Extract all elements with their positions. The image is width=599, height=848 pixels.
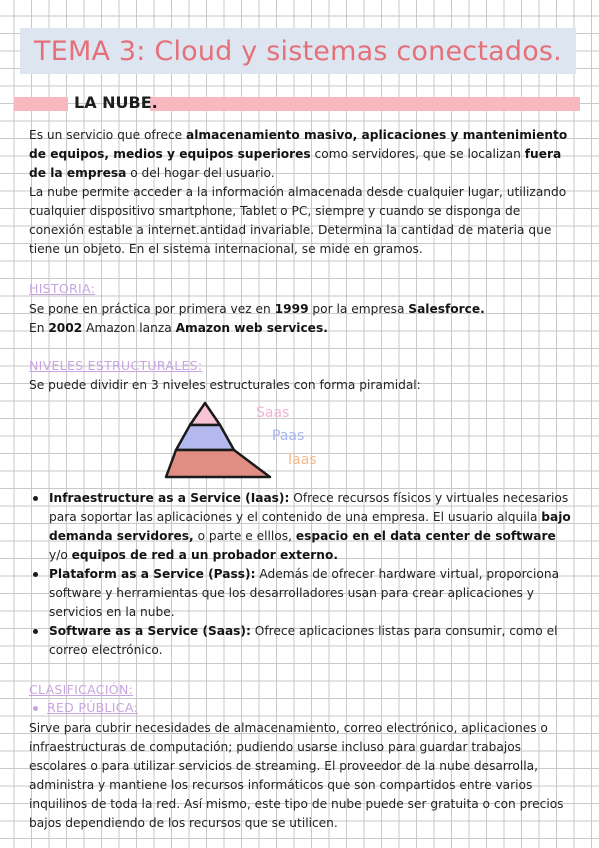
intro-text [29, 126, 577, 259]
bold-run: Plataform as a Service (Pass): [49, 567, 256, 581]
text-run: Ofrece recursos físicos y virtuales necesarios para soportar las aplicaciones y el contenido de una empresa. El usuario alquila [49, 491, 569, 524]
text-run: o parte e elllos, [193, 529, 296, 543]
pyramid-middle-tier [176, 425, 234, 450]
bold-run: espacio en el data center de software [295, 529, 556, 543]
text-run: Es un servicio que ofrece [29, 128, 187, 142]
text-run: y/o [49, 548, 72, 562]
text-run: o del hogar del usuario. [126, 166, 275, 180]
pyramid-svg [160, 395, 340, 485]
pyramid-label-paas: Paas [272, 428, 305, 444]
historia-text [29, 300, 577, 338]
service-model-list [29, 489, 577, 660]
bold-run: Infraestructure as a Service (Iaas): [49, 491, 290, 505]
list-item [29, 565, 577, 622]
bullet-icon [33, 706, 38, 711]
section-heading: LA NUBE. [74, 93, 158, 112]
title-box [20, 28, 576, 74]
pyramid-bottom-tier [166, 450, 270, 477]
text-run: por la empresa [308, 302, 409, 316]
bold-run: bajo demanda servidores, [49, 510, 571, 543]
intro-paragraph-2: La nube permite acceder a la información almacenada desde cualquier lugar, utilizando cualquier dispositivo smartphone, Tablet o PC, siempre y cuando se disponga de conexión estable a internet.antidad invariable. Determina la cantidad de materia que tiene un objeto. En el sistema internacional, se mide en gramos. [29, 185, 567, 256]
text-run: Ofrece aplicaciones listas para consumir, como el correo electrónico. [49, 624, 558, 657]
niveles-text: Se puede dividir en 3 niveles estructurales con forma piramidal: [29, 378, 421, 392]
pyramid-diagram [160, 395, 340, 485]
list-item [29, 622, 577, 660]
pyramid-label-saas: Saas [256, 405, 290, 421]
intro-paragraph-1 [29, 126, 577, 183]
red-publica-heading: RED PÚBLICA: [47, 700, 138, 715]
pyramid-label-iaas: Iaas [288, 452, 317, 468]
heading-highlight-right [150, 97, 580, 111]
niveles-heading: NIVELES ESTRUCTURALES: [29, 358, 203, 373]
bold-run: equipos de red a un probador externo. [71, 548, 338, 562]
bullet-icon [33, 496, 38, 501]
bold-run: Software as a Service (Saas): [49, 624, 251, 638]
historia-line-1 [29, 300, 577, 319]
bold-run: fuera de la empresa [29, 147, 562, 180]
text-run: En [29, 321, 49, 335]
heading-highlight-left [14, 97, 68, 111]
text-run: Amazon lanza [82, 321, 176, 335]
list-item [29, 489, 577, 565]
red-publica-text: Sirve para cubrir necesidades de almacenamiento, correo electrónico, aplicaciones o infraestructuras de computación; pudiendo usarse incluso para guardar trabajos escolares o para utilizar servicios de streaming. El proveedor de la nube desarrolla, administra y mantiene los recursos informáticos que son compartidos entre varios inquilinos de toda la red. Así mismo, este tipo de nube puede ser gratuita o con precios bajos dependiendo de los recursos que se utilicen. [29, 721, 564, 830]
bullet-icon [33, 629, 38, 634]
bold-run: 1999 [274, 302, 309, 316]
text-run: Se pone en práctica por primera vez en [29, 302, 275, 316]
page-title: TEMA 3: Cloud y sistemas conectados. [34, 35, 562, 67]
bullet-icon [33, 572, 38, 577]
text-run: como servidores, que se localizan [310, 147, 525, 161]
clasificacion-heading: CLASIFICACIÓN: [29, 682, 134, 697]
pyramid-top-tier [190, 403, 220, 425]
bold-run: Salesforce. [408, 302, 485, 316]
bold-run: 2002 [48, 321, 83, 335]
bold-run: almacenamiento masivo, aplicaciones y mantenimiento de equipos, medios y equipos superiores [29, 128, 568, 161]
historia-line-2 [29, 319, 577, 338]
historia-heading: HISTORIA: [29, 281, 96, 296]
bold-run: Amazon web services. [175, 321, 328, 335]
text-run: Además de ofrecer hardware virtual, proporciona software y herramientas que los desarrolladores usan para crear aplicaciones y servicios en la nube. [49, 567, 560, 619]
